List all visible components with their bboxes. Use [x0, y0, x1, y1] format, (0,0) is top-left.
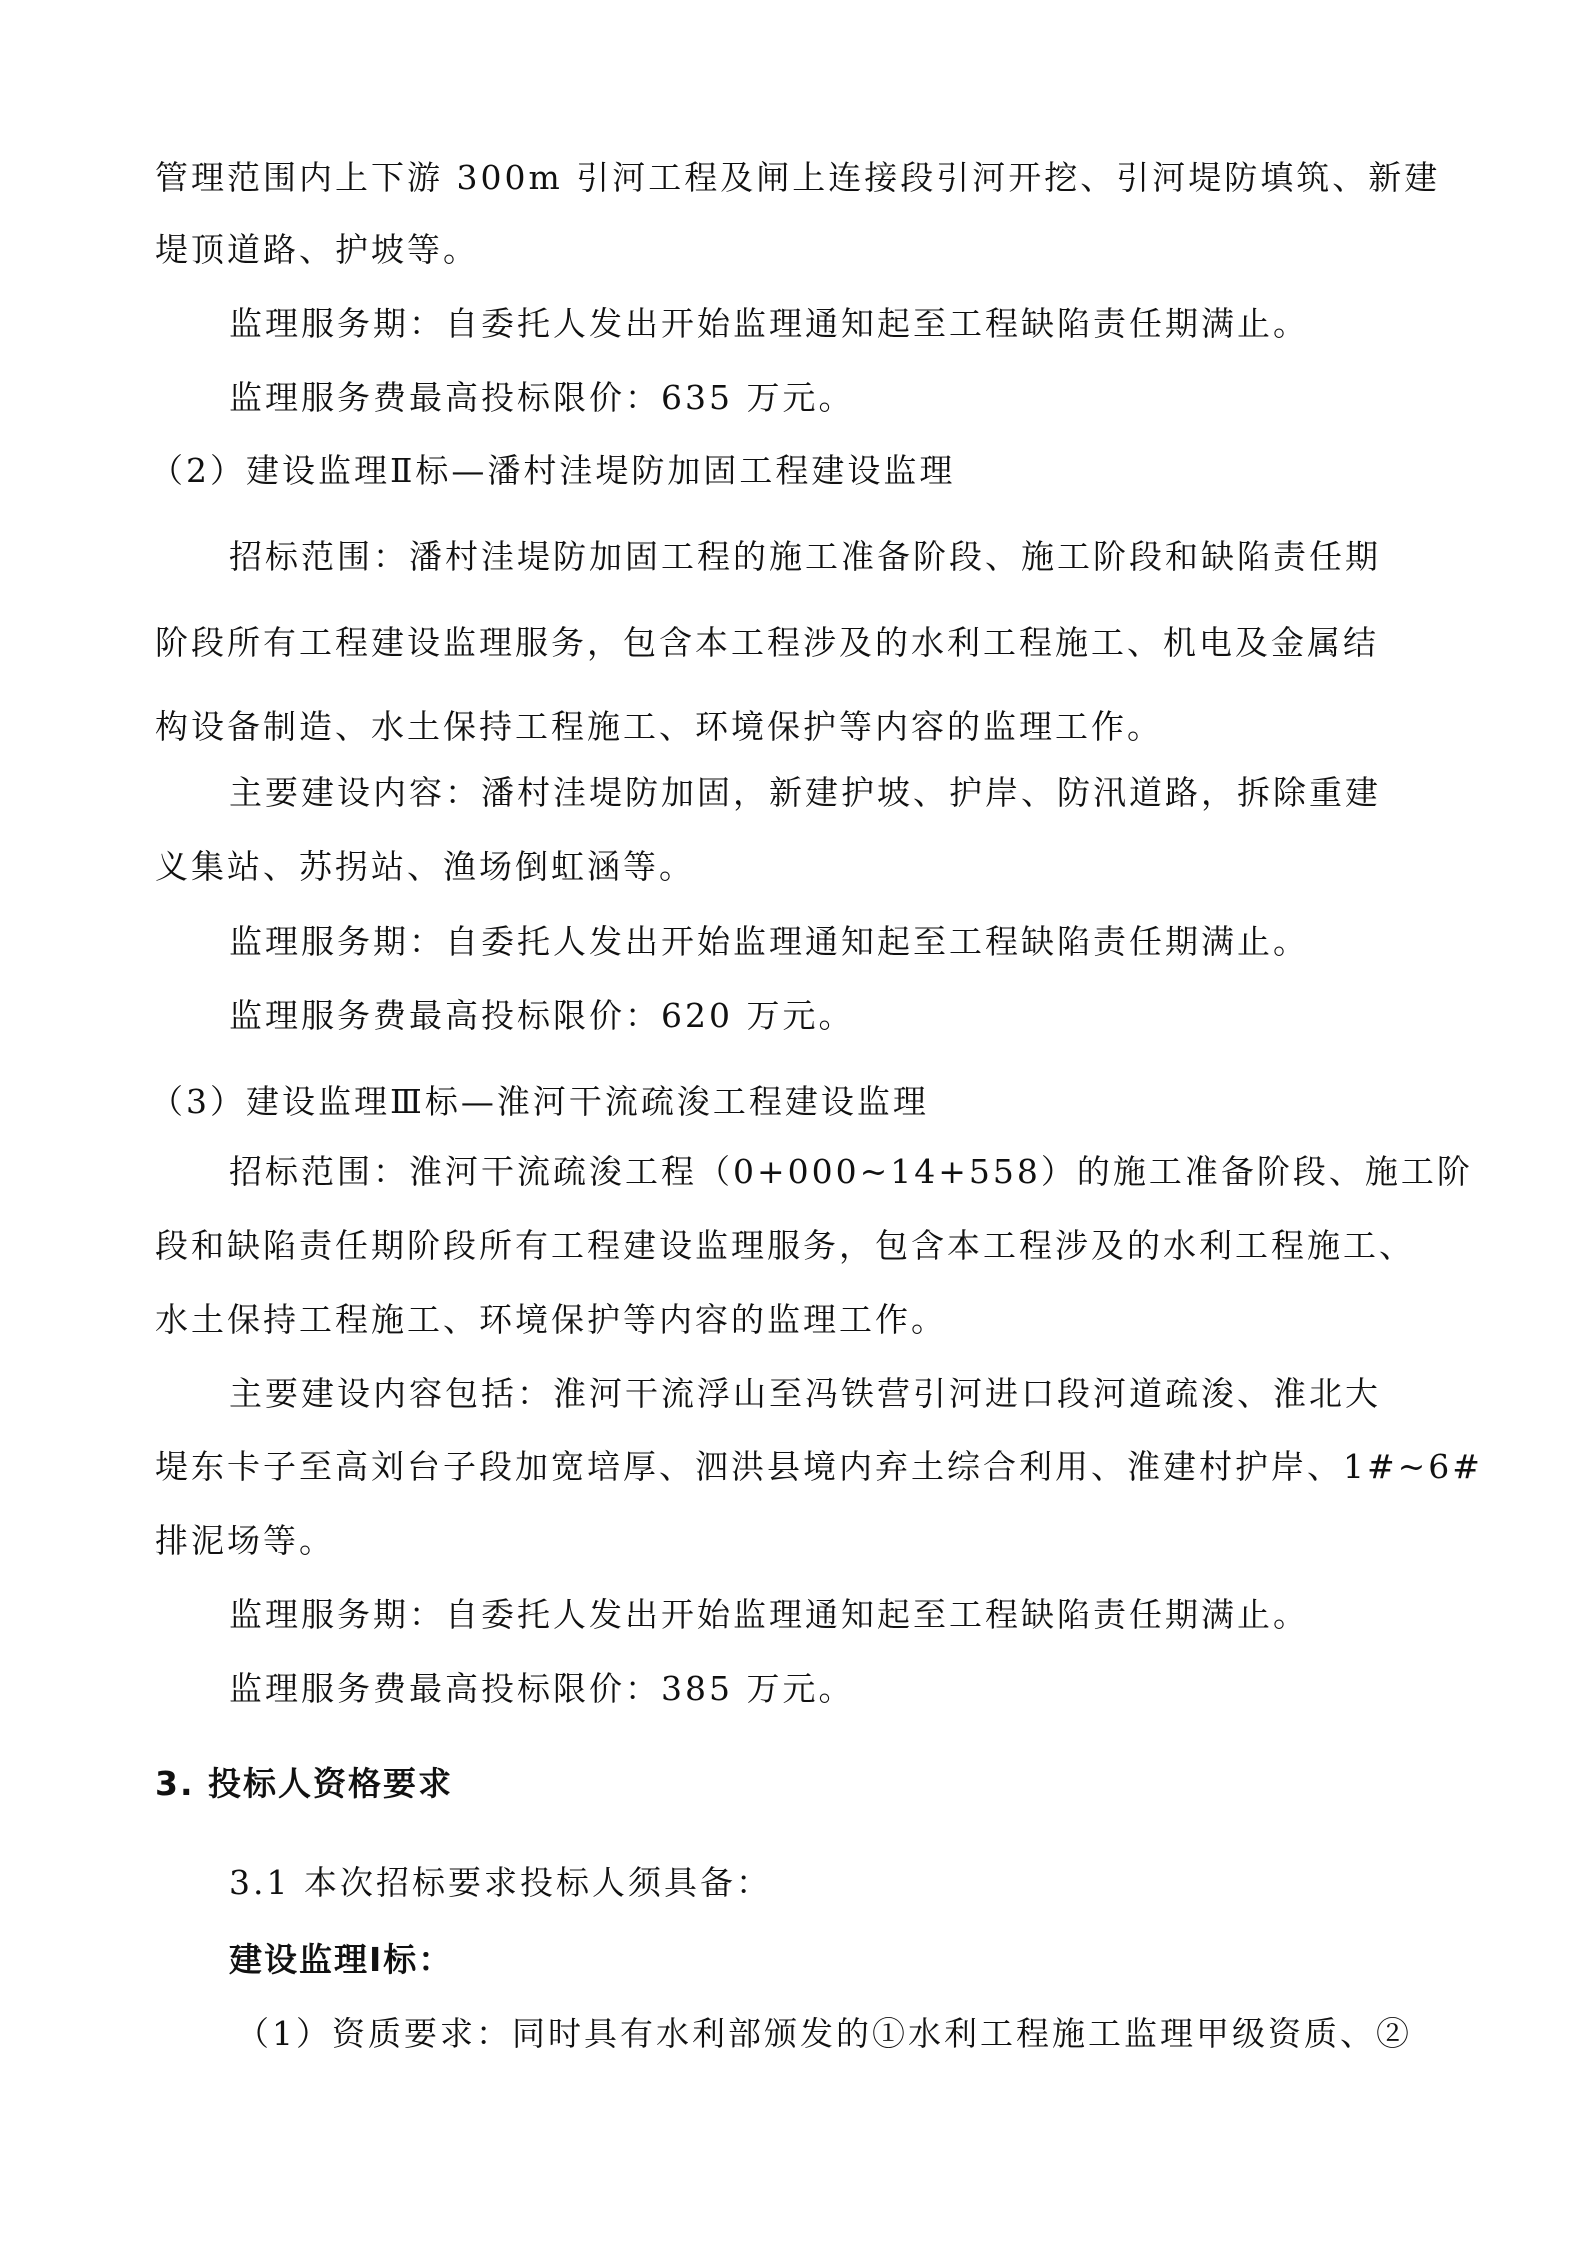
section-heading: （2）建设监理Ⅱ标—潘村洼堤防加固工程建设监理	[150, 451, 956, 490]
text-line: 管理范围内上下游 300m 引河工程及闸上连接段引河开挖、引河堤防填筑、新建	[155, 158, 1441, 197]
text-line: 监理服务费最高投标限价：635 万元。	[229, 378, 855, 417]
text-line: 招标范围：潘村洼堤防加固工程的施工准备阶段、施工阶段和缺陷责任期	[229, 537, 1381, 576]
section-heading: （3）建设监理Ⅲ标—淮河干流疏浚工程建设监理	[150, 1082, 929, 1121]
text-line: （1）资质要求：同时具有水利部颁发的①水利工程施工监理甲级资质、②	[236, 2014, 1412, 2053]
text-line: 堤东卡子至高刘台子段加宽培厚、泗洪县境内弃土综合利用、淮建村护岸、1#~6#	[155, 1447, 1483, 1486]
text-line: 招标范围：淮河干流疏浚工程（0+000~14+558）的施工准备阶段、施工阶	[229, 1152, 1473, 1191]
text-line: 监理服务费最高投标限价：620 万元。	[229, 996, 855, 1035]
text-line: 主要建设内容：潘村洼堤防加固，新建护坡、护岸、防汛道路，拆除重建	[229, 773, 1381, 812]
text-line: 监理服务期：自委托人发出开始监理通知起至工程缺陷责任期满止。	[229, 304, 1309, 343]
text-line: 阶段所有工程建设监理服务，包含本工程涉及的水利工程施工、机电及金属结	[155, 623, 1379, 662]
text-line: 义集站、苏拐站、渔场倒虹涵等。	[155, 847, 695, 886]
subsection-heading: 建设监理Ⅰ标：	[229, 1940, 454, 1979]
text-line: 监理服务期：自委托人发出开始监理通知起至工程缺陷责任期满止。	[229, 922, 1309, 961]
text-line: 排泥场等。	[155, 1521, 335, 1560]
text-line: 构设备制造、水土保持工程施工、环境保护等内容的监理工作。	[155, 707, 1163, 746]
text-line: 监理服务费最高投标限价：385 万元。	[229, 1669, 855, 1708]
text-line: 主要建设内容包括：淮河干流浮山至冯铁营引河进口段河道疏浚、淮北大	[229, 1374, 1381, 1413]
section-heading: 3. 投标人资格要求	[155, 1764, 453, 1803]
text-line: 堤顶道路、护坡等。	[155, 230, 479, 269]
text-line: 3.1 本次招标要求投标人须具备：	[229, 1863, 772, 1902]
text-line: 监理服务期：自委托人发出开始监理通知起至工程缺陷责任期满止。	[229, 1595, 1309, 1634]
text-line: 水土保持工程施工、环境保护等内容的监理工作。	[155, 1300, 947, 1339]
text-line: 段和缺陷责任期阶段所有工程建设监理服务，包含本工程涉及的水利工程施工、	[155, 1226, 1415, 1265]
